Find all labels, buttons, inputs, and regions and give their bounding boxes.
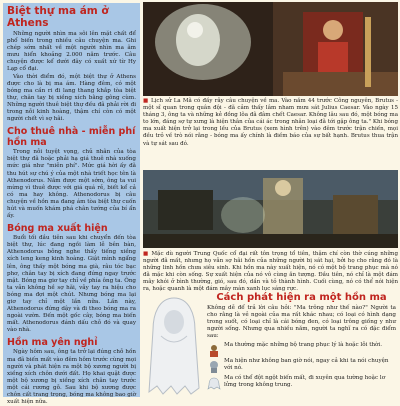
list-item: [207, 342, 396, 355]
caption-bullet-icon: ■: [143, 98, 151, 104]
silent-ghost-icon: [207, 358, 221, 371]
list-item: [207, 358, 396, 372]
list-item-text: Ma thường mặc những bộ trang phục lý là hoặc lỗi thời.: [224, 342, 382, 348]
chinese-caption-text: Mặc dù người Trung Quốc cổ đại rất tôn trọng tổ tiên, thậm chí còn thờ cúng những người đã mất, nhưng họ vẫn sợ hãi hồn của những người bị sát hại, bởi họ cho rằng đó là những linh hồn chưa siêu sinh. Khi hồn ma này xuất hiện, nó có một bộ trang phục mà nó đã mặc khi còn sống. Sự xuất hiện của nó vô cùng ăn tượng. Đầu tiên, nó chỉ là một đám mây khói ở bình thường, gió, sau đó, dần và tỏ thành hình. Cuối cùng, nó có thể nói hiện ra, hoặc quanh là một đám mây màn xanh lục sáng rực.: [143, 251, 398, 293]
section-heading: Cho thuê nhà - miễn phí hồn ma: [7, 126, 136, 149]
list-item-text: Ma có thể đột ngột biến mất, đi xuyên qua tường hoặc lơ lửng trong không trung.: [224, 375, 386, 388]
section-text: Ngày hôm sau, ông ta trở lại đúng chỗ hồn ma đã biến mất vào đêm hôm trước cùng mọi người và phát hiện ra một bộ xương người bị xiềng xích chôn dưới đất. Họ khai quật được một bộ xương bị xiềng xích chân tay trước một cái rương gỗ. Sau khi bộ xương được chôn cất trang trọng, bóng ma không bao giờ xuất hiện nữa.: [7, 349, 136, 406]
roman-scene-illustration: [143, 2, 398, 96]
article-title: Biệt thự ma ám ở Athens: [7, 5, 109, 29]
ghost-illustration: [143, 292, 205, 398]
list-item-text: Ma hiện như không ban giờ nói, ngay cả khi ta nói chuyện với nó.: [224, 358, 389, 371]
chinese-caption: [143, 251, 398, 294]
costume-icon: [207, 342, 221, 355]
caption-bullet-icon: ■: [143, 251, 152, 257]
how-title: Cách phát hiện ra một hồn ma: [216, 292, 387, 303]
how-intro: Không dễ để trả lời câu hỏi: "Ma trông như thế nào?" Người ta cho rằng là vẻ ngoài của ma rất khác nhau; có loại có hình dạng trong suốt, có loại chỉ là cái bóng đen, có loại trông giống y như người sống. Nhưng qua nhiều năm, người ta nghĩ ra có đặc điểm sau:: [207, 305, 396, 339]
section-text: Trong nỗi tuyệt vọng, chủ nhân của tòa biệt thự đã hoặc phải hạ giá thuê nhà xuống mức giá như "miễn phí". Mức giá hời ấy đã thu hút sự chú ý của một nhà triết học tên là Athenodorus. Nắm được một sớm, ông ta vui mừng vì thuê được với giá quá rẻ, biết kể cả có ma hay không. Athenodorus bị câu chuyện về hồn ma đang ám tòa biệt thự cuốn hút và muốn khám phá chân tướng của bí ẩn ấy.: [7, 149, 136, 220]
floating-ghost-icon: [207, 375, 221, 388]
roman-caption-text: Lịch sử La Mã có đầy rẫy câu chuyện về ma. Vào năm 44 trước Công nguyên, Brutus - một sĩ quan trong quân đội - đã cảm thấy lâm nham mưu sát Julius Caesar. Vào ngày 15 tháng 3, ông ta và những kẻ đồng lõa đã đâm chết Caesar. Không lâu sau đó, một bóng ma to lớn, đáng sợ tự xưng là hiện thân của cái ác trong nhân loại đã tới gặp ông ta." Khi bóng ma xuất hiện trở lại trong lều của Brutus (xem hình trên) vào đêm trước trận chiến, mọi đều trỏ về trò nói rằng - bóng ma ấy chính là điềm báo của sự bất hạnh. Brutus thua trận và tự sát sau đó.: [143, 98, 398, 147]
left-article-panel: [3, 3, 140, 406]
chinese-scene-illustration: [143, 170, 398, 248]
ghost-figure-art: [143, 292, 205, 398]
list-item: [207, 375, 396, 389]
section-text: Buổi tối đầu tiên sau khi chuyển đến tòa biệt thự, lúc đang ngồi làm lễ bên bàn, Athenodorus bỗng nghe thấy tiếng xiềng xích leng keng kinh hoàng. Giật mình ngẩng lên, ông thấy một bóng ma già, râu tóc bạc phơ, chân tay bị xích đang đứng ngay trước mặt. Bóng ma giơ tay chỉ về phía ông ta. Ông ta vẫn không hề sợ hãi, vẫy tay ra hiệu cho bóng ma đợi một chút. Nhưng bóng ma lại giơ tay chỉ một lần nữa. Lần này, Athenodorus đứng dậy và đi theo bóng ma ra ngoài vườn. Đến một gốc cây, bóng ma biến mất. Athenodorus đánh dấu chỗ đó và quay vào nhà.: [7, 235, 136, 334]
section-heading: Hồn ma yên nghỉ: [7, 337, 98, 349]
how-to-spot-ghost-box: [205, 292, 398, 400]
chinese-scene-art: [143, 170, 398, 248]
article-paragraph: Vào thời điểm đó, một biệt thự ở Athens được cho là bị ma ám. Hàng đêm, có một bóng ma cần ri đi lang thang khắp tòa biệt thự, chân tay bị xiềng xích bằng gông cùm. Những người thuê biệt thự đều đã phải rời đi trong nỗi kinh hoàng, thậm chí còn có một người chết vì sợ hãi.: [7, 73, 136, 123]
section-heading: Bóng ma xuất hiện: [7, 223, 108, 235]
roman-scene-art: [143, 2, 398, 96]
article-intro: Những người nhìn ma sôi lên mặt chất để phổ biến trong nhiều câu chuyện ma. Ghi chép sớm nhất về một người nhìn ma âm mưu hiển khoảng 2.000 năm trước. Câu chuyện được kể dưới đây có xuất xứ từ Hy Lạp cổ đại.: [7, 31, 136, 73]
roman-caption: [143, 98, 398, 148]
